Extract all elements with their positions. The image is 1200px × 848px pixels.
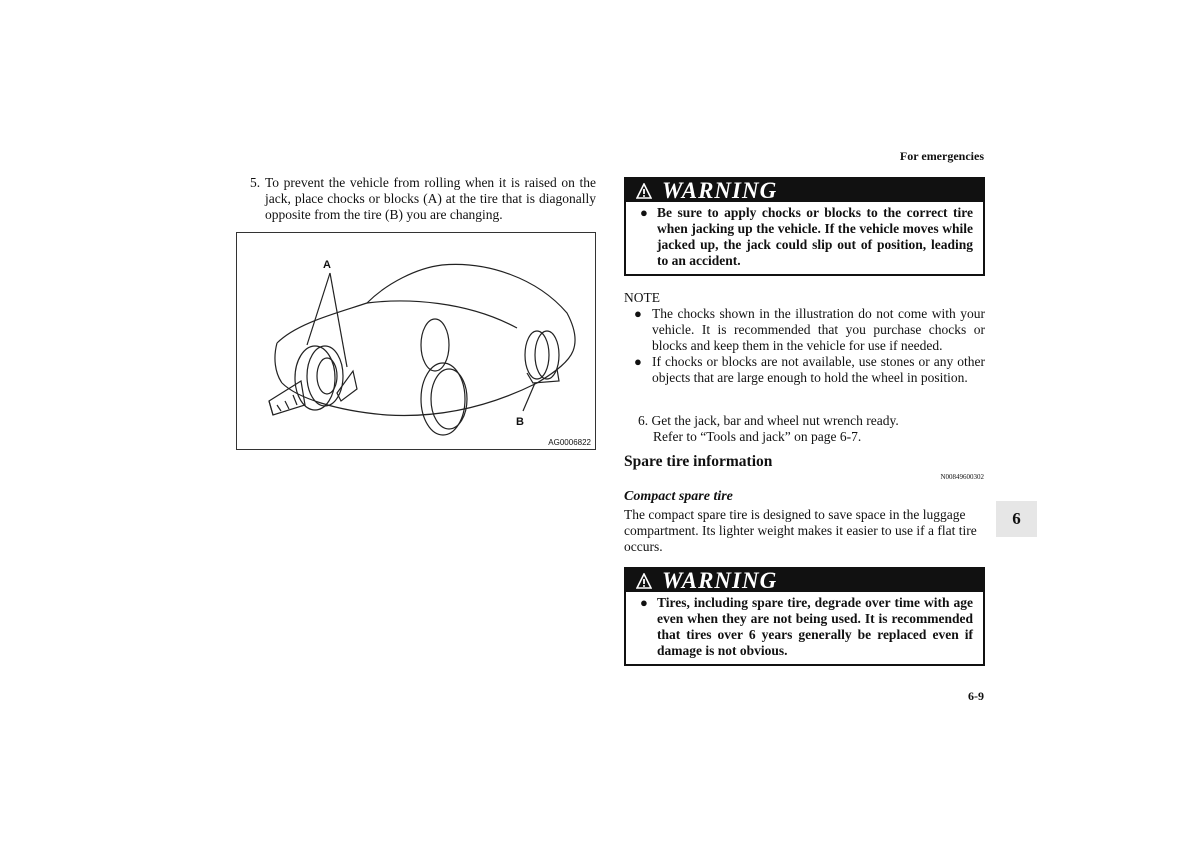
step-number: 5. bbox=[250, 175, 261, 190]
warning-text: Be sure to apply chocks or blocks to the correct tire when jacking up the vehicle. If the vehicle moves while jacked up, the jack could slip out of position, leading to an accident. bbox=[657, 205, 973, 268]
subsection-title: Compact spare tire bbox=[624, 489, 733, 504]
bullet-icon: ● bbox=[640, 205, 648, 220]
warning-triangle-icon bbox=[636, 573, 652, 589]
warning-box-chocks bbox=[624, 177, 985, 276]
step-text: To prevent the vehicle from rolling when it is raised on the jack, place chocks or blocks (A) at the tire that is diagonally opposite from the tire (B) you are changing. bbox=[265, 175, 596, 222]
step-6-line-1 bbox=[638, 413, 984, 429]
spare-description: The compact spare tire is designed to save space in the luggage compartment. Its lighter weight makes it easier to use if a flat tire occurs. bbox=[624, 507, 977, 554]
bullet-icon: ● bbox=[634, 306, 642, 321]
note-title: NOTE bbox=[624, 290, 660, 305]
warning-text: Tires, including spare tire, degrade over time with age even when they are not being used. It is recommended that tires over 6 years generally be replaced even if damage is not obvious. bbox=[657, 595, 973, 658]
section-header: For emergencies bbox=[899, 149, 984, 163]
step-6 bbox=[638, 413, 984, 445]
step-number: 6. bbox=[638, 413, 649, 428]
warning-title: WARNING bbox=[662, 177, 778, 203]
figure-id: AG0006822 bbox=[548, 438, 591, 447]
step-6-line-2: Refer to “Tools and jack” on page 6-7. bbox=[653, 429, 862, 444]
note-item bbox=[624, 354, 985, 386]
chapter-tab: 6 bbox=[996, 501, 1037, 537]
note-text: The chocks shown in the illustration do not come with your vehicle. It is recommended that you purchase chocks or blocks and keep them in the vehicle for use if needed. bbox=[652, 306, 985, 353]
warning-title: WARNING bbox=[662, 567, 778, 593]
warning-body bbox=[626, 592, 983, 664]
warning-triangle-icon bbox=[636, 183, 652, 199]
section-title: Spare tire information bbox=[624, 453, 773, 470]
warning-header bbox=[626, 179, 983, 202]
label-a: A bbox=[323, 259, 331, 271]
step-5 bbox=[250, 175, 596, 223]
label-b: B bbox=[516, 416, 524, 428]
warning-header bbox=[626, 569, 983, 592]
bullet-icon: ● bbox=[634, 354, 642, 369]
warning-body bbox=[626, 202, 983, 274]
page-number: 6-9 bbox=[968, 689, 984, 703]
step-text: Get the jack, bar and wheel nut wrench ready. bbox=[651, 413, 899, 428]
note-text: If chocks or blocks are not available, use stones or any other objects that are large enough to hold the wheel in position. bbox=[652, 354, 985, 385]
vehicle-chocks-drawing bbox=[237, 233, 595, 449]
bullet-icon: ● bbox=[640, 595, 648, 610]
note-item bbox=[624, 306, 985, 354]
warning-box-tire-age bbox=[624, 567, 985, 666]
chock-illustration bbox=[236, 232, 596, 450]
note-section bbox=[624, 290, 985, 386]
reference-code: N00849600302 bbox=[940, 473, 984, 481]
